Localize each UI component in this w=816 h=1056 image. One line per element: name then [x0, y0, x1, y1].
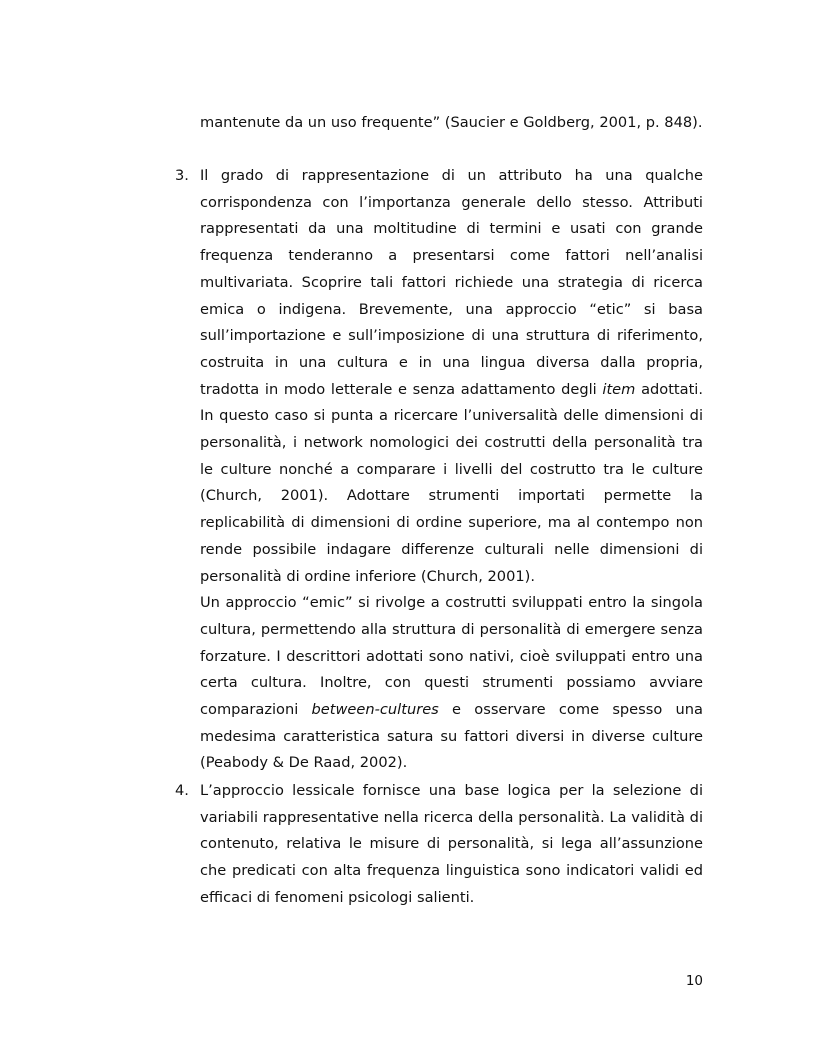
paragraph: [200, 590, 703, 777]
continuation-paragraph: mantenute da un uso frequente” (Saucier e Goldberg, 2001, p. 848).: [200, 114, 703, 131]
italic-term: between-cultures: [311, 701, 439, 719]
list-item-4: [175, 778, 703, 912]
paragraph: [200, 778, 703, 912]
list-item-3: [175, 163, 703, 777]
list-item-body: [200, 163, 703, 777]
text-run: adottati. In questo caso si punta a ricercare l’universalità delle dimensioni di personalità, i network nomologici dei costrutti della personalità tra le culture nonché a comparare i livelli del costrutto tra le culture (Church, 2001). Adottare strumenti importati permette la replicabilità di dimensioni di ordine superiore, ma al contempo non rende possibile indagare differenze culturali nelle dimensioni di personalità di ordine inferiore (Church, 2001).: [200, 380, 704, 585]
text-run: Il grado di rappresentazione di un attributo ha una qualche corrispondenza con l’importanza generale dello stesso. Attributi rappresentati da una moltitudine di termini e usati con grande frequenza tenderanno a presentarsi come fattori nell’analisi multivariata. Scoprire tali fattori richiede una strategia di ricerca emica o indigena. Brevemente, una approccio “etic” si basa sull’importazione e sull’imposizione di una struttura di riferimento, costruita in una cultura e in una lingua diversa dalla propria, tradotta in modo letterale e senza adattamento degli: [200, 167, 703, 398]
continuation-text: [200, 110, 703, 137]
text-run: e osservare come spesso una medesima caratteristica satura su fattori diversi in diverse culture (Peabody & De Raad, 2002).: [200, 701, 704, 772]
continuation-block: [175, 110, 703, 137]
italic-term: item: [602, 380, 636, 398]
text-run: Un approccio “emic” si rivolge a costrutti sviluppati entro la singola cultura, permettendo alla struttura di personalità di emergere senza forzature. I descrittori adottati sono nativi, cioè sviluppati entro una certa cultura. Inoltre, con questi strumenti possiamo avviare comparazioni: [200, 594, 703, 719]
text-run: L’approccio lessicale fornisce una base logica per la selezione di variabili rappresentative nella ricerca della personalità. La validità di contenuto, relativa le misure di personalità, si lega all’assunzione che predicati con alta frequenza linguistica sono indicatori validi ed efficaci di fenomeni psicologi salienti.: [200, 782, 703, 906]
page-number: 10: [685, 973, 703, 989]
list-number: 3.: [175, 167, 189, 184]
list-item-body: [200, 778, 703, 912]
paragraph: [200, 163, 703, 590]
list-number: 4.: [175, 782, 189, 799]
